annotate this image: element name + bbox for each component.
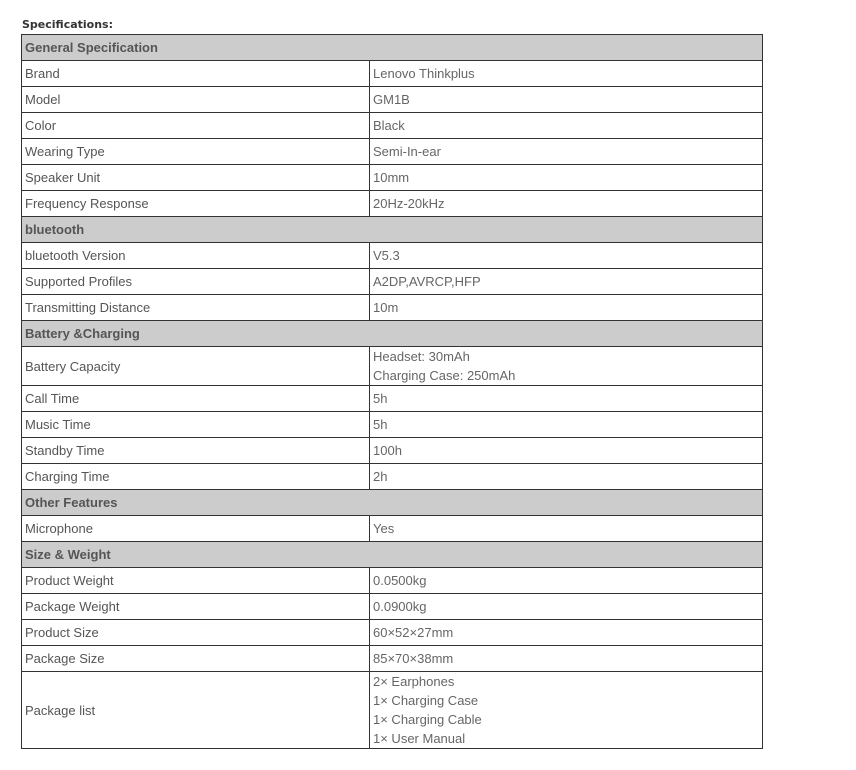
spec-value	[370, 464, 763, 490]
spec-value-line: 2h	[373, 469, 388, 484]
spec-label: Wearing Type	[22, 139, 370, 165]
spec-value	[370, 269, 763, 295]
spec-value	[370, 568, 763, 594]
spec-value-line: A2DP,AVRCP,HFP	[373, 274, 481, 289]
spec-label: Color	[22, 113, 370, 139]
spec-row-speaker-unit	[22, 165, 763, 191]
spec-label: Frequency Response	[22, 191, 370, 217]
spec-value	[370, 672, 763, 749]
specifications-body	[22, 35, 763, 749]
spec-value	[370, 412, 763, 438]
section-title: bluetooth	[22, 217, 763, 243]
spec-label: Package Size	[22, 646, 370, 672]
spec-value-line: 60×52×27mm	[373, 625, 454, 640]
spec-value-line: Black	[373, 118, 405, 133]
spec-label: Battery Capacity	[22, 347, 370, 386]
spec-value-line: Lenovo Thinkplus	[373, 66, 475, 81]
spec-label: Package Weight	[22, 594, 370, 620]
spec-value-line: Headset: 30mAh	[373, 349, 470, 364]
spec-label: Music Time	[22, 412, 370, 438]
section-header-other-features	[22, 490, 763, 516]
section-header-battery-charging	[22, 321, 763, 347]
spec-value	[370, 516, 763, 542]
spec-value	[370, 165, 763, 191]
spec-label: bluetooth Version	[22, 243, 370, 269]
spec-value	[370, 191, 763, 217]
spec-value-line: Yes	[373, 521, 395, 536]
specifications-table	[21, 34, 763, 749]
spec-label: Charging Time	[22, 464, 370, 490]
spec-value	[370, 243, 763, 269]
spec-value	[370, 438, 763, 464]
spec-value-line: 5h	[373, 391, 388, 406]
spec-row-package-list	[22, 672, 763, 749]
spec-value-line: GM1B	[373, 92, 410, 107]
spec-row-product-size	[22, 620, 763, 646]
section-header-bluetooth	[22, 217, 763, 243]
spec-label: Model	[22, 87, 370, 113]
page-heading: Specifications:	[22, 18, 114, 31]
spec-value-line: 100h	[373, 443, 402, 458]
spec-value	[370, 646, 763, 672]
spec-label: Transmitting Distance	[22, 295, 370, 321]
spec-value	[370, 347, 763, 386]
spec-value-line: 1× Charging Case	[373, 693, 479, 708]
spec-value	[370, 620, 763, 646]
section-title: General Specification	[22, 35, 763, 61]
spec-value	[370, 594, 763, 620]
spec-value-line: 0.0900kg	[373, 599, 427, 614]
section-title: Size & Weight	[22, 542, 763, 568]
spec-row-supported-profiles	[22, 269, 763, 295]
section-header-general-specification	[22, 35, 763, 61]
spec-value	[370, 61, 763, 87]
spec-row-music-time	[22, 412, 763, 438]
section-title: Battery &Charging	[22, 321, 763, 347]
spec-value-line: 10mm	[373, 170, 410, 185]
spec-label: Call Time	[22, 386, 370, 412]
spec-value-line: Semi-In-ear	[373, 144, 441, 159]
spec-row-battery-capacity	[22, 347, 763, 386]
spec-row-model	[22, 87, 763, 113]
spec-value	[370, 87, 763, 113]
spec-row-brand	[22, 61, 763, 87]
spec-row-package-weight	[22, 594, 763, 620]
spec-row-call-time	[22, 386, 763, 412]
spec-row-frequency-response	[22, 191, 763, 217]
spec-value-line: 1× Charging Cable	[373, 712, 482, 727]
spec-value-line: 1× User Manual	[373, 731, 466, 746]
spec-value-line: Charging Case: 250mAh	[373, 368, 516, 383]
spec-label: Package list	[22, 672, 370, 749]
spec-value-line: V5.3	[373, 248, 400, 263]
spec-row-color	[22, 113, 763, 139]
spec-value-line: 0.0500kg	[373, 573, 427, 588]
spec-label: Product Weight	[22, 568, 370, 594]
spec-label: Brand	[22, 61, 370, 87]
spec-value	[370, 113, 763, 139]
spec-row-transmitting-distance	[22, 295, 763, 321]
spec-value-line: 20Hz-20kHz	[373, 196, 445, 211]
spec-value	[370, 295, 763, 321]
spec-row-package-size	[22, 646, 763, 672]
spec-label: Supported Profiles	[22, 269, 370, 295]
spec-value-line: 85×70×38mm	[373, 651, 454, 666]
spec-row-charging-time	[22, 464, 763, 490]
spec-row-bluetooth-version	[22, 243, 763, 269]
spec-row-microphone	[22, 516, 763, 542]
spec-row-wearing-type	[22, 139, 763, 165]
spec-label: Microphone	[22, 516, 370, 542]
spec-value	[370, 386, 763, 412]
section-title: Other Features	[22, 490, 763, 516]
spec-value	[370, 139, 763, 165]
spec-value-line: 10m	[373, 300, 399, 315]
spec-value-line: 2× Earphones	[373, 674, 455, 689]
spec-label: Product Size	[22, 620, 370, 646]
spec-row-standby-time	[22, 438, 763, 464]
section-header-size-weight	[22, 542, 763, 568]
spec-value-line: 5h	[373, 417, 388, 432]
spec-label: Standby Time	[22, 438, 370, 464]
spec-row-product-weight	[22, 568, 763, 594]
spec-label: Speaker Unit	[22, 165, 370, 191]
